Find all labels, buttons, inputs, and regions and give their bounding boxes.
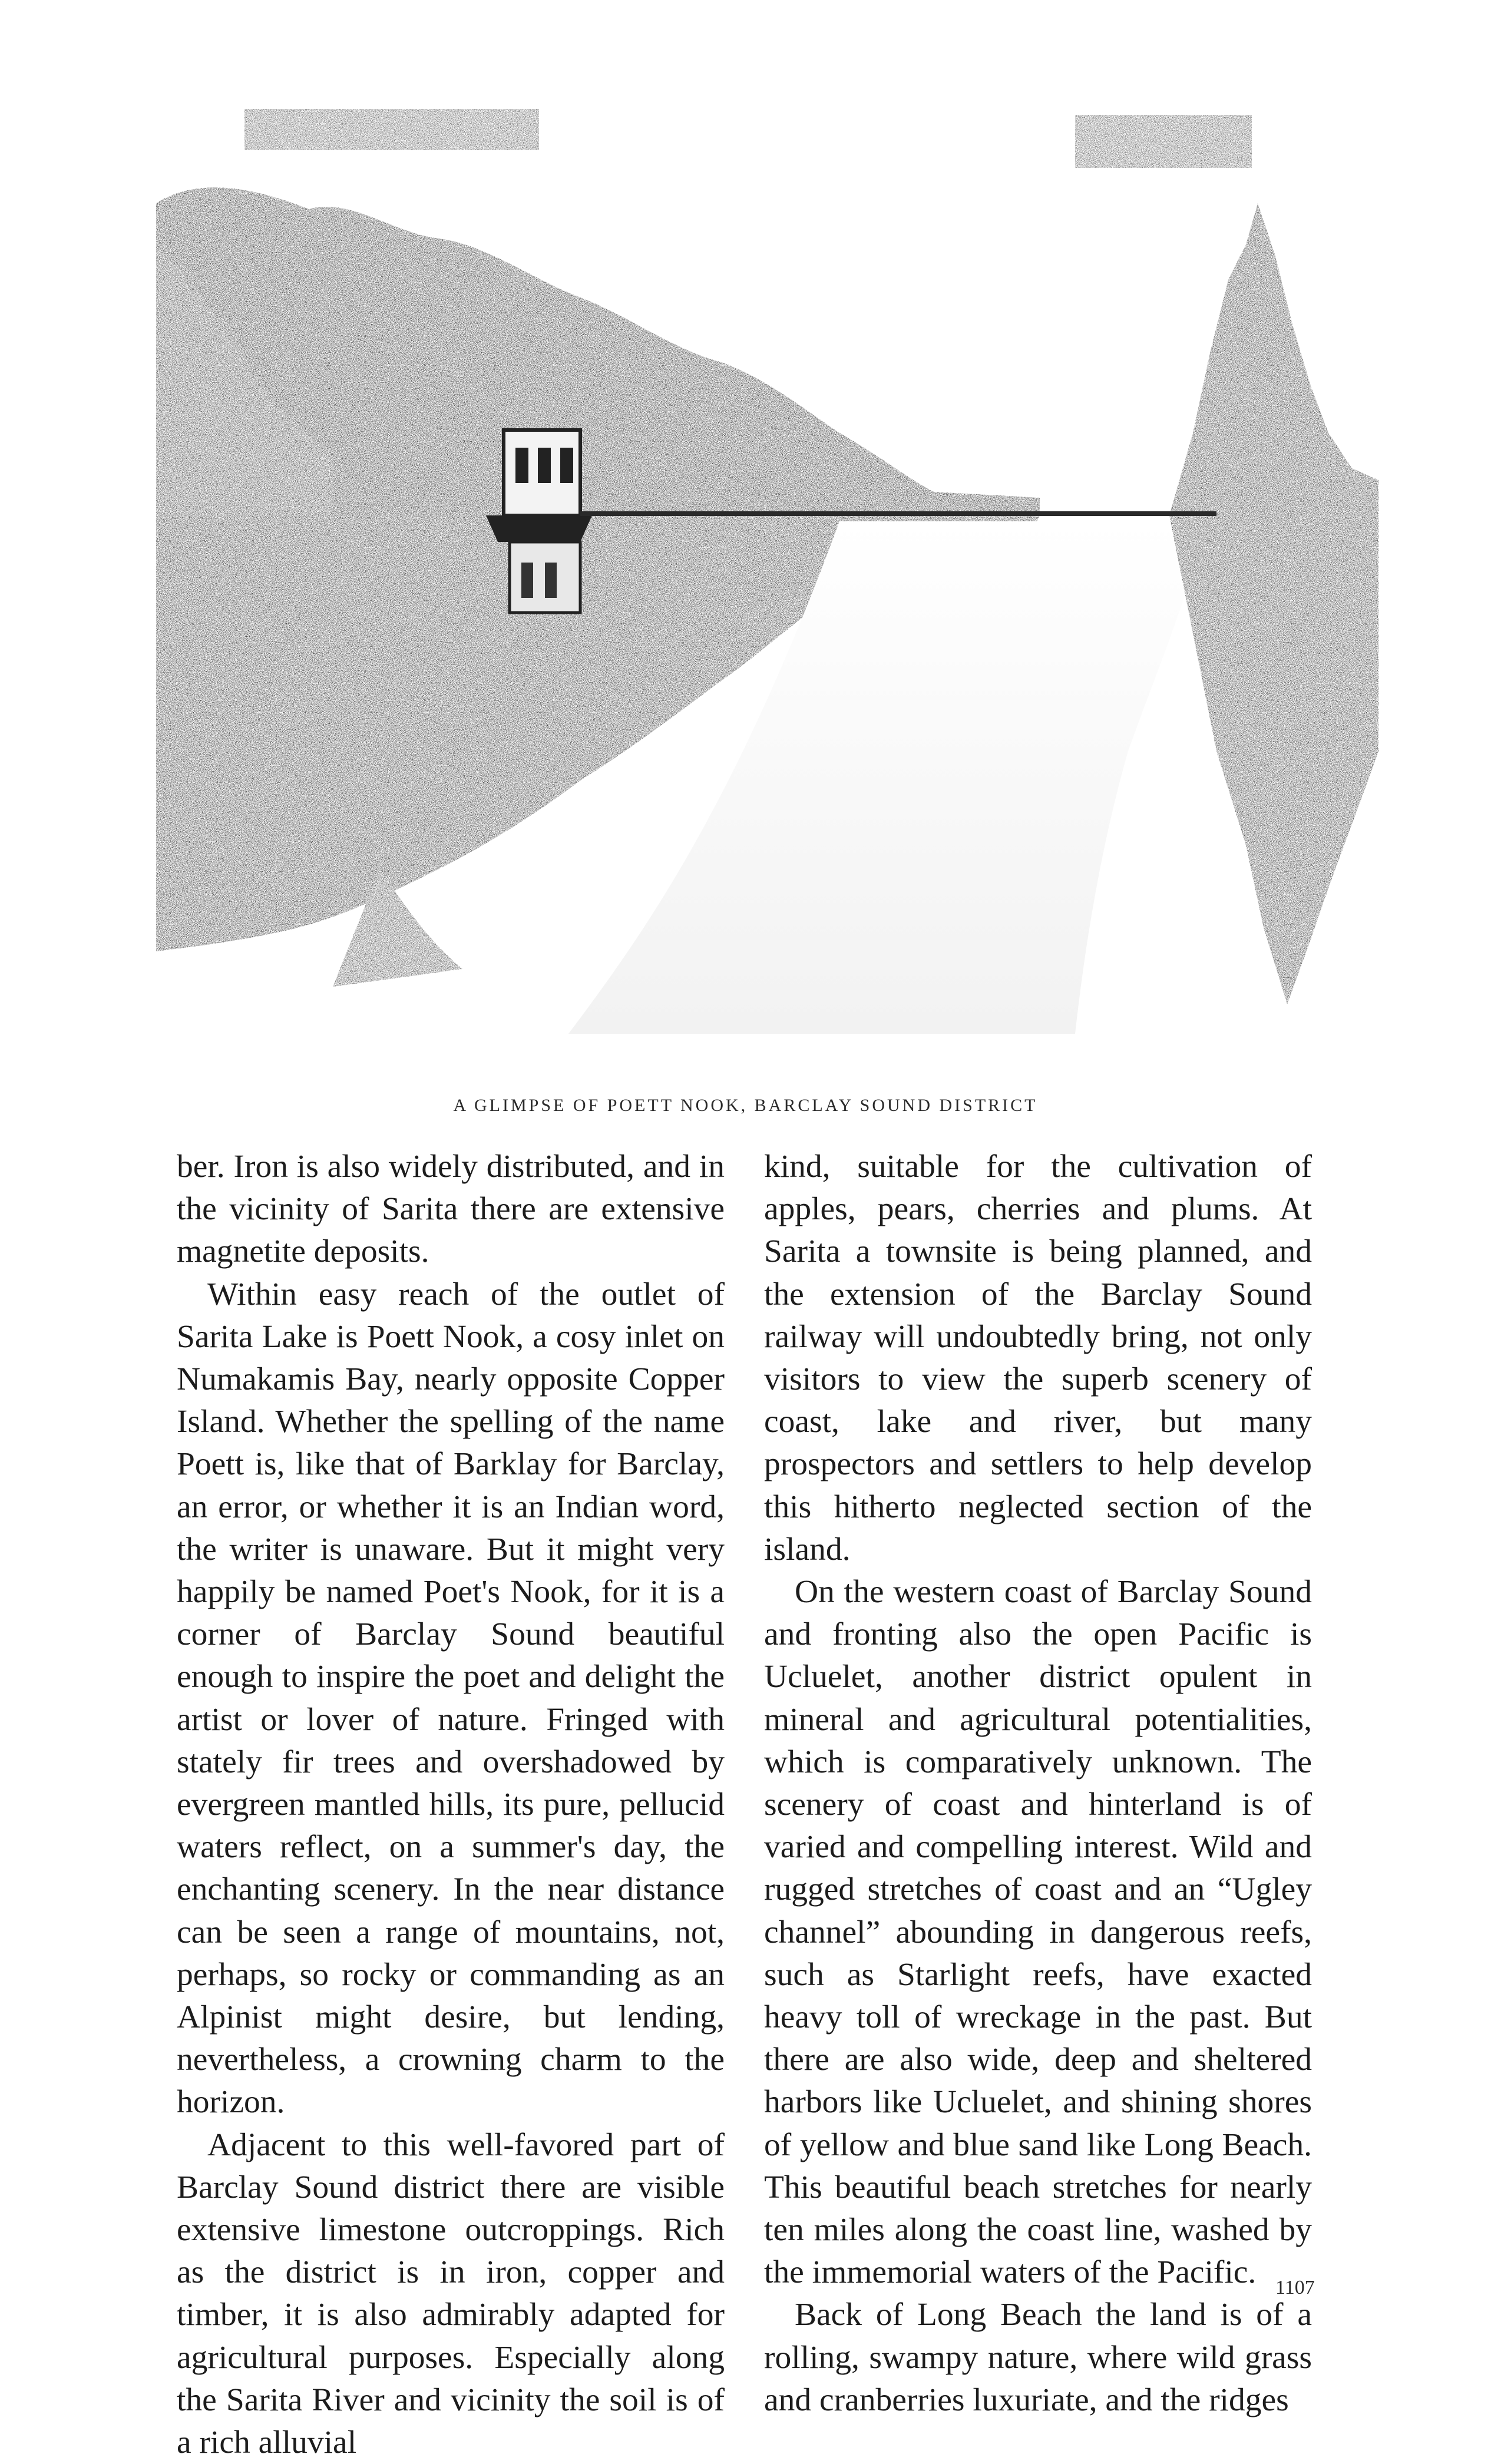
left-paragraph-3: Adjacent to this well-favored part of Barclay Sound district there are visible extensive limestone outcroppings. Rich as the district is in iron, copper and timber, it is also admirably adapted for agricultural purposes. Especially along the Sarita River and vicinity the soil is of a rich alluvial <box>177 2126 725 2461</box>
left-column <box>177 1146 725 2464</box>
right-column <box>764 1146 1312 2422</box>
right-paragraph-3: Back of Long Beach the land is of a rolling, swampy nature, where wild grass and cranberries luxuriate, and the ridges <box>764 2297 1312 2418</box>
right-paragraph-2: On the western coast of Barclay Sound and fronting also the open Pacific is Ucluelet, another district opulent in mineral and agricultural potentialities, which is comparatively unknown. The scenery of coast and hinterland is of varied and compelling interest. Wild and rugged stretches of coast and an “Ugley channel” abounding in dangerous reefs, such as Starlight reefs, have exacted heavy toll of wreckage in the past. But there are also wide, deep and sheltered harbors like Ucluelet, and shining shores of yellow and blue sand like Long Beach. This beautiful beach stretches for nearly ten miles along the coast line, washed by the immemorial waters of the Pacific. <box>764 1574 1312 2291</box>
photo-caption: A GLIMPSE OF POETT NOOK, BARCLAY SOUND DISTRICT <box>453 1096 1038 1115</box>
right-paragraph-1: kind, suitable for the cultivation of apples, pears, cherries and plums. At Sarita a townsite is being planned, and the extension of the Barclay Sound railway will undoubtedly bring, not only visitors to view the superb scenery of coast, lake and river, but many prospectors and settlers to help develop this hitherto neglected section of the island. <box>764 1149 1312 1567</box>
left-paragraph-1: ber. Iron is also widely distributed, and in the vicinity of Sarita there are extensive magnetite deposits. <box>177 1149 725 1270</box>
page-number: 1107 <box>1275 2277 1315 2298</box>
lake-photo-icon <box>156 103 1378 1034</box>
left-paragraph-2: Within easy reach of the outlet of Sarita Lake is Poett Nook, a cosy inlet on Numakamis Bay, nearly opposite Copper Island. Whether the spelling of the name Poett is, like that of Barklay for Barclay, an error, or whether it is an Indian word, the writer is unaware. But it might very happily be named Poet's Nook, for it is a corner of Barclay Sound beautiful enough to inspire the poet and delight the artist or lover of nature. Fringed with stately fir trees and overshadowed by evergreen mantled hills, its pure, pellucid waters reflect, on a summer's day, the enchanting scenery. In the near distance can be seen a range of mountains, not, perhaps, so rocky or commanding as an Alpinist might desire, but lending, nevertheless, a crowning charm to the horizon. <box>177 1276 725 2121</box>
lake-photo <box>156 103 1378 1034</box>
